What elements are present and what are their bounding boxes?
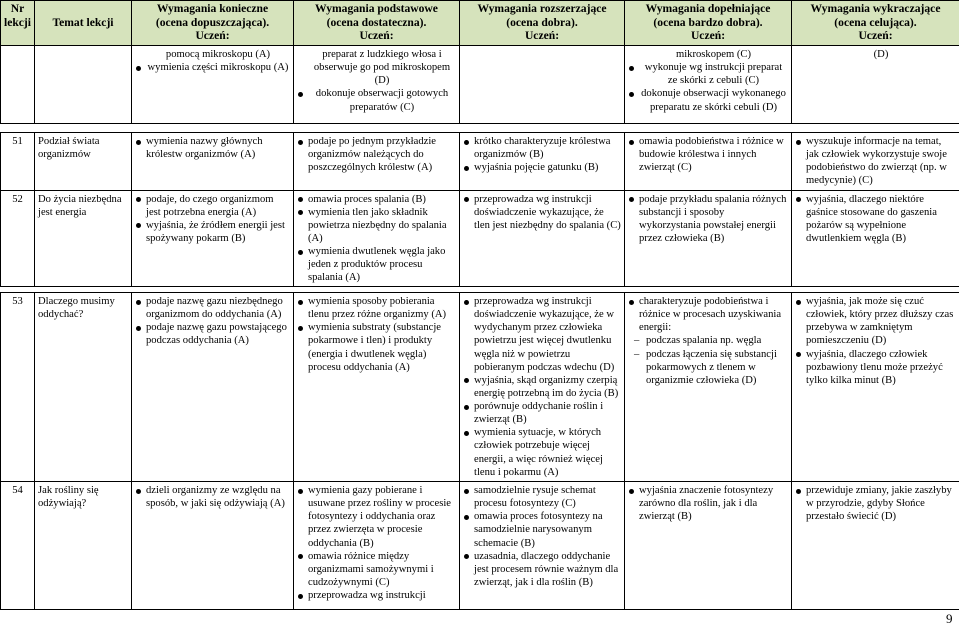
table-row [1, 133, 959, 191]
page-number: 9 [946, 611, 953, 626]
cell-c5: wyjaśnia, jak może się czuć człowiek, który przez dłuższy czas przebywa w zamkniętym pomieszczeniu (D) wyjaśnia, dlaczego człowiek pozbawiony tlenu może przeżyć tylko kilka minut (B) [792, 293, 959, 482]
cell-c1: dzieli organizmy ze względu na sposób, w jaki się odżywiają (A) [132, 482, 294, 610]
cell-c2: wymienia gazy pobierane i usuwane przez rośliny w procesie fotosyntezy i oddychania oraz przez zwierzęta w procesie oddychania (B) omawia różnice między organizmami samożywnymi i cudzożywnymi (C) przeprowadza wg instrukcji [294, 482, 460, 610]
cell-c3: przeprowadza wg instrukcji doświadczenie wykazujące, że w wydychanym przez człowieka powietrzu jest więcej dwutlenku węgla niż w powietrzu pobieranym podczas wdechu (D) wyjaśnia, skąd organizmy czerpią energię potrzebną im do życia (B) porównuje oddychanie roślin i zwierząt (B) wymienia sytuacje, w których człowiek potrzebuje więcej energii, a więc również więcej tlenu i pokarmu (A) [460, 293, 625, 482]
lesson-topic: Jak rośliny się odżywiają? [35, 482, 132, 610]
cell-c3: przeprowadza wg instrukcji doświadczenie wykazujące, że tlen jest niezbędny do spalania (C) [460, 190, 625, 287]
cell-c4: podaje przykładu spalania różnych substancji i sposoby wykorzystania powstałej energii przez człowieka (B) [625, 190, 792, 287]
header-nr: Nr lekcji [1, 1, 35, 46]
lesson-nr: 54 [1, 482, 35, 610]
cell-c1: podaje nazwę gazu niezbędnego organizmom do oddychania (A) podaje nazwę gazu powstającego podczas oddychania (A) [132, 293, 294, 482]
table-row [1, 293, 959, 482]
cell-c4: wyjaśnia znaczenie fotosyntezy zarówno dla roślin, jak i dla zwierząt (B) [625, 482, 792, 610]
lesson-topic: Podział świata organizmów [35, 133, 132, 191]
cell-c4: mikroskopem (C) wykonuje wg instrukcji preparat ze skórki z cebuli (C) dokonuje obserwacji wykonanego preparatu ze skórki cebuli (D) [625, 46, 792, 124]
lesson-topic: Do życia niezbędna jest energia [35, 190, 132, 287]
cell-c3: samodzielnie rysuje schemat procesu fotosyntezy (C) omawia proces fotosyntezy na samodzielnie narysowanym schemacie (B) uzasadnia, dlaczego oddychanie jest procesem równie ważnym dla zwierząt, jak i dla roślin (B) [460, 482, 625, 610]
cell-c4: omawia podobieństwa i różnice w budowie królestwa i innych zwierząt (C) [625, 133, 792, 191]
lesson-nr: 53 [1, 293, 35, 482]
requirements-table-bottom [0, 292, 959, 610]
lesson-nr: 51 [1, 133, 35, 191]
lesson-topic: Dlaczego musimy oddychać? [35, 293, 132, 482]
header-level-3: Wymagania rozszerzające (ocena dobra). Uczeń: [460, 1, 625, 46]
cell-c2: wymienia sposoby pobierania tlenu przez różne organizmy (A) wymienia substraty (substancje pokarmowe i tlen) i produkty (energia i dwutlenek węgla) procesu oddychania (A) [294, 293, 460, 482]
header-level-1: Wymagania konieczne (ocena dopuszczająca). Uczeń: [132, 1, 294, 46]
cell-c1: podaje, do czego organizmom jest potrzebna energia (A) wyjaśnia, że źródłem energii jest spożywany pokarm (B) [132, 190, 294, 287]
cell-c2: podaje po jednym przykładzie organizmów należących do poszczególnych królestw (A) [294, 133, 460, 191]
cell-c1: wymienia nazwy głównych królestw organizmów (A) [132, 133, 294, 191]
cell-nr [1, 46, 35, 124]
cell-c1: pomocą mikroskopu (A) wymienia części mikroskopu (A) [132, 46, 294, 124]
header-level-2: Wymagania podstawowe (ocena dostateczna). Uczeń: [294, 1, 460, 46]
cell-c5: przewiduje zmiany, jakie zaszłyby w przyrodzie, gdyby Słońce przestało świecić (D) [792, 482, 959, 610]
header-level-5: Wymagania wykraczające (ocena celująca). Uczeń: [792, 1, 959, 46]
cell-c5: wyszukuje informacje na temat, jak człowiek wykorzystuje swoje podobieństwo do zwierząt (np. w medycynie) (C) [792, 133, 959, 191]
requirements-table-top [0, 0, 959, 124]
requirements-table-middle [0, 132, 959, 287]
cell-c3: krótko charakteryzuje królestwa organizmów (B) wyjaśnia pojęcie gatunku (B) [460, 133, 625, 191]
cell-c3 [460, 46, 625, 124]
table-row [1, 46, 959, 124]
header-level-4: Wymagania dopełniające (ocena bardzo dobra). Uczeń: [625, 1, 792, 46]
cell-c5: (D) [792, 46, 959, 124]
cell-c2: preparat z ludzkiego włosa i obserwuje go pod mikroskopem (D) dokonuje obserwacji gotowych preparatów (C) [294, 46, 460, 124]
header-topic: Temat lekcji [35, 1, 132, 46]
cell-topic [35, 46, 132, 124]
cell-c2: omawia proces spalania (B) wymienia tlen jako składnik powietrza niezbędny do spalania (A) wymienia dwutlenek węgla jako jeden z produktów procesu spalania (A) [294, 190, 460, 287]
cell-c4: charakteryzuje podobieństwa i różnice w procesach uzyskiwania energii: – podczas spalania np. węgla – podczas łączenia się substancji pokarmowych z tlenem w organizmie człowieka (D) [625, 293, 792, 482]
cell-c5: wyjaśnia, dlaczego niektóre gaśnice stosowane do gaszenia pożarów są wypełnione dwutlenkiem węgla (B) [792, 190, 959, 287]
table-row [1, 190, 959, 287]
table-row [1, 482, 959, 610]
lesson-nr: 52 [1, 190, 35, 287]
